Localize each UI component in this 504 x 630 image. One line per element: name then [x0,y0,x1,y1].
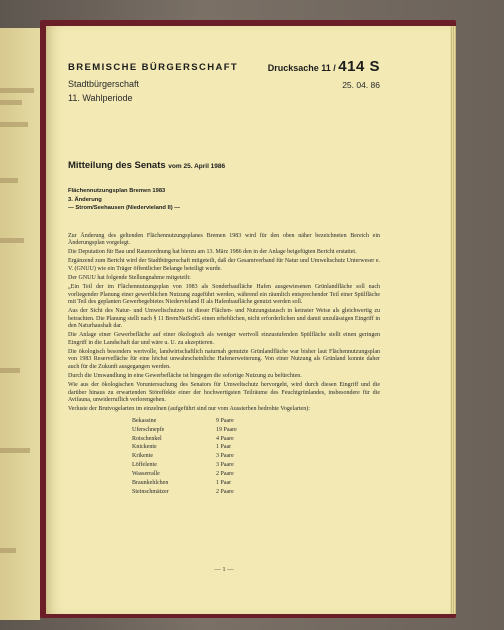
list-item [132,435,380,444]
body-text [68,233,380,414]
bird-name: Bekassine [132,417,157,424]
bird-name: Uferschnepfe [132,426,165,433]
paragraph: Durch die Umwandlung in eine Gewerbefläche ist hingegen die sofortige Nutzung zu befürchten. [68,373,302,379]
document-content [68,58,380,573]
organization-name: BREMISCHE BÜRGERSCHAFT [68,62,239,73]
subject-line: — Strom/Seehausen (Niedervieland II) — [68,205,181,212]
bird-name: Braunkehlchen [132,480,169,487]
pair-count: 2 Paare [216,489,234,495]
paragraph: Die Deputation für Bau und Raumordnung hat hierzu am 13. März 1986 den in der Anlage beigefügten Bericht erstattet. [68,249,357,256]
title-date: vom 25. April 1986 [168,163,226,170]
pair-count: 3 Paare [216,462,234,469]
paragraph: Der GNUU hat folgende Stellungnahme mitgeteilt: [68,274,191,281]
pair-count: 3 Paare [216,453,234,460]
pair-count: 2 Paare [216,471,234,478]
paragraph: Verluste der Brutvogelarten im einzelnen (aufgeführt sind nur vom Aussterben bedrohte Vogelarten): [68,406,310,413]
paragraph: Zur Änderung des geltenden Flächennutzungsplanes Bremen 1983 wird für den oben näher bezeichneten Bereich ein Änderungsplan vorgelegt. [68,232,380,247]
pair-count: 9 Paare [216,417,234,424]
page-stack-edge [450,26,456,614]
document-title [68,160,380,171]
pair-count: 1 Paar [216,444,232,451]
document-header [68,58,380,110]
list-item [132,470,380,479]
bird-name: Rotschenkel [132,435,162,442]
legislative-period: 11. Wahlperiode [68,93,133,103]
list-item [132,443,380,452]
paragraph: Die Anlage einer Gewerbefläche auf einer ökologisch als weniger wertvoll einzustufenden Spülfläche stellt einen geringen Eingriff in die Landschaft dar und wäre u. U. zu akzeptieren. [68,332,380,346]
bird-name: Steinschmätzer [132,489,169,495]
page-number: — 1 — [214,566,234,573]
list-item [132,426,380,435]
subject-line: Flächennutzungsplan Bremen 1983 [68,188,166,194]
paragraph: Aus der Sicht des Natur- und Umweltschutzes ist dieser Flächen- und Nutzungstausch in keinster Weise als gleichwertig zu betrachten. Die Planung stellt nach § 11 BremNatSchG einen erheblichen, nicht erforderlichen und damit unzulässigen Eingriff in den Naturhaushalt dar. [68,308,380,330]
list-item [132,461,380,470]
document-date: 25. 04. 86 [342,80,380,90]
bird-name: Knickente [132,444,157,451]
bird-name: Wasserralle [132,471,160,478]
paragraph: Die ökologisch besonders wertvolle, landwirtschaftlich naturnah genutzte Grünlandfläche war bisher laut Flächennutzungsplan von 1983 Reservefläche für eine höchst unwahrscheinliche Hafenerweiterung. Von einer Nutzung als Grünland konnte daher auch für die Zukunft ausgegangen werden. [68,348,380,371]
subject-block [68,187,380,213]
list-item [132,417,380,426]
paragraph: Ergänzend zum Bericht wird der Stadtbürgerschaft mitgeteilt, daß der Gesamtverband für Natur und Umweltschutz Unterweser e. V. (GNUU) wie ein Träger öffentlicher Belange beteiligt wurde. [68,258,380,272]
left-facing-page-edge [0,28,40,620]
list-item [132,479,380,488]
title-main: Mitteilung des Senats [68,160,166,171]
subject-line: 3. Änderung [68,196,102,203]
pair-count: 4 Paare [216,435,234,442]
chamber-name: Stadtbürgerschaft [68,79,140,89]
drucksache-label: Drucksache 11 / [267,63,339,73]
pair-count: 1 Paar [216,480,232,487]
paragraph: Wie aus der ökologischen Voruntersuchung des Senators für Umweltschutz hervorgeht, wird durch diesen Eingriff und die darüber hinaus zu erwartenden Störeffekte einer der hochwertigsten Teilräume des Feuchtgrünlandes, insbesondere für die Avifauna, unwiderruflich verlorengehen. [68,381,380,404]
bird-species-list [132,417,380,497]
list-item [132,488,380,497]
bird-name: Löffelente [132,462,157,469]
drucksache-number [268,58,380,75]
bird-name: Krikente [132,453,153,460]
drucksache-value: 414 S [338,58,380,75]
pair-count: 19 Paare [216,426,237,433]
list-item [132,452,380,461]
paragraph: „Ein Teil der im Flächennutzungsplan von 1983 als Sonderbaufläche Hafen ausgewiesenen Grünlandfläche soll nach vorliegender Planung einer gewerblichen Nutzung zugeführt werden, während ein räumlich entsprechender Teil einer Spülfläche mit Teil des geplanten Gewerbegebietes Niedervieland II als Hafenbaufläche genutzt werden soll. [68,283,380,306]
